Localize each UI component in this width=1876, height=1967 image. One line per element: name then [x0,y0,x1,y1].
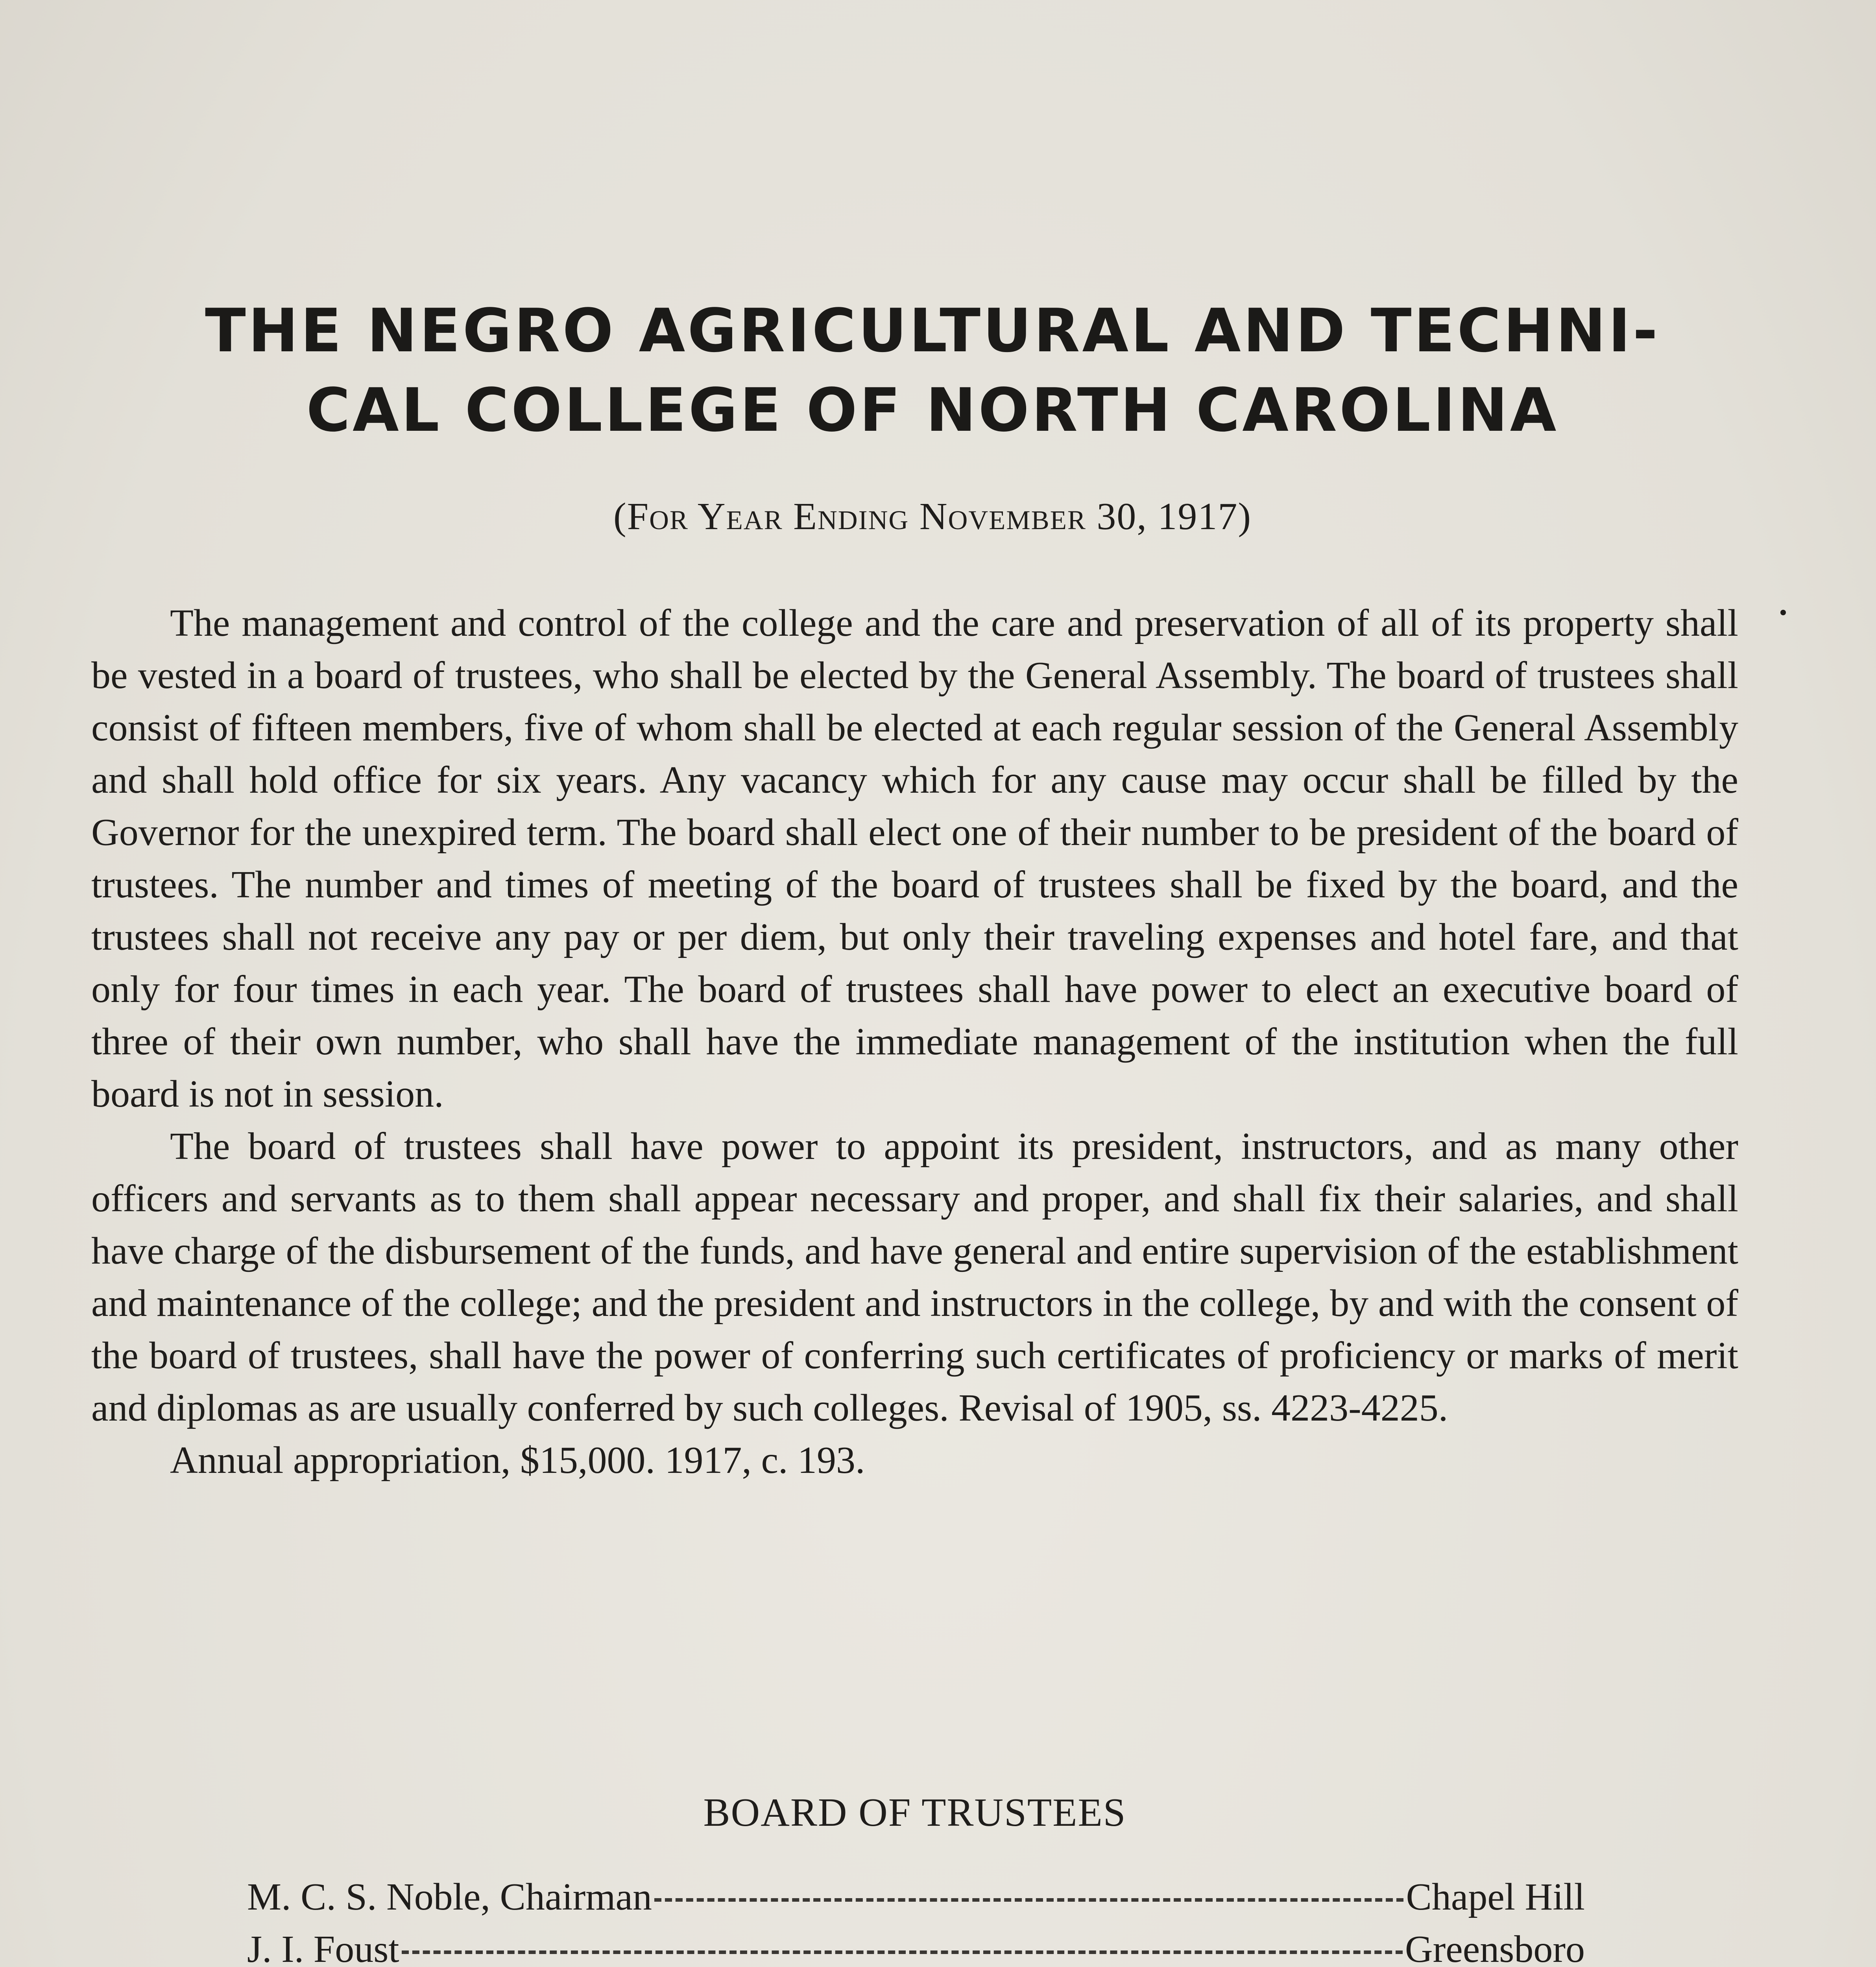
trustee-city: Greensboro [1405,1928,1585,1967]
dot-leader [402,1950,1403,1954]
paragraph-2: The board of trustees shall have power to appoint its president, instructors, and as many other officers and servants as to them shall appear necessary and proper, and shall fix their salaries, and shall have charge of the disbursement of the funds, and have general and entire supervision of the establishment and maintenance of the college; and the president and instructors in the college, by and with the consent of the board of trustees, shall have the power of conferring such certificates of proficiency or marks of merit and diplomas as are usually conferred by such colleges. Revisal of 1905, ss. 4223-4225. [91,1125,1738,1429]
trustee-list [247,1871,1585,1967]
dot-leader [654,1898,1404,1902]
title-line-1: THE NEGRO AGRICULTURAL AND TECHNI- [205,296,1660,365]
trustee-row [247,1871,1585,1923]
trustee-name: M. C. S. Noble, Chairman [247,1876,652,1918]
board-heading: BOARD OF TRUSTEES [703,1790,1126,1835]
body-text [91,597,1738,1487]
trustee-row [247,1923,1585,1967]
document-title [94,291,1771,450]
trustee-city: Chapel Hill [1406,1876,1585,1918]
paragraph-1: The management and control of the college and the care and preservation of all of its property shall be vested in a board of trustees, who shall be elected by the General Assembly. The board of trustees shall consist of fifteen members, five of whom shall be elected at each regular session of the General Assembly and shall hold office for six years. Any vacancy which for any cause may occur shall be filled by the Governor for the unexpired term. The board shall elect one of their number to be president of the board of trustees. The number and times of meeting of the board of trustees shall be fixed by the board, and the trustees shall not receive any pay or per diem, but only their traveling expenses and hotel fare, and that only for four times in each year. The board of trustees shall have power to elect an executive board of three of their own number, who shall have the immediate management of the institution when the full board is not in session. [91,602,1738,1115]
paragraph-3: Annual appropriation, $15,000. 1917, c. 193. [170,1439,865,1482]
title-line-2: CAL COLLEGE OF NORTH CAROLINA [306,375,1559,445]
trustee-name: J. I. Foust [247,1928,399,1967]
document-subtitle: (For Year Ending November 30, 1917) [613,495,1252,538]
ink-speck [1780,610,1786,615]
